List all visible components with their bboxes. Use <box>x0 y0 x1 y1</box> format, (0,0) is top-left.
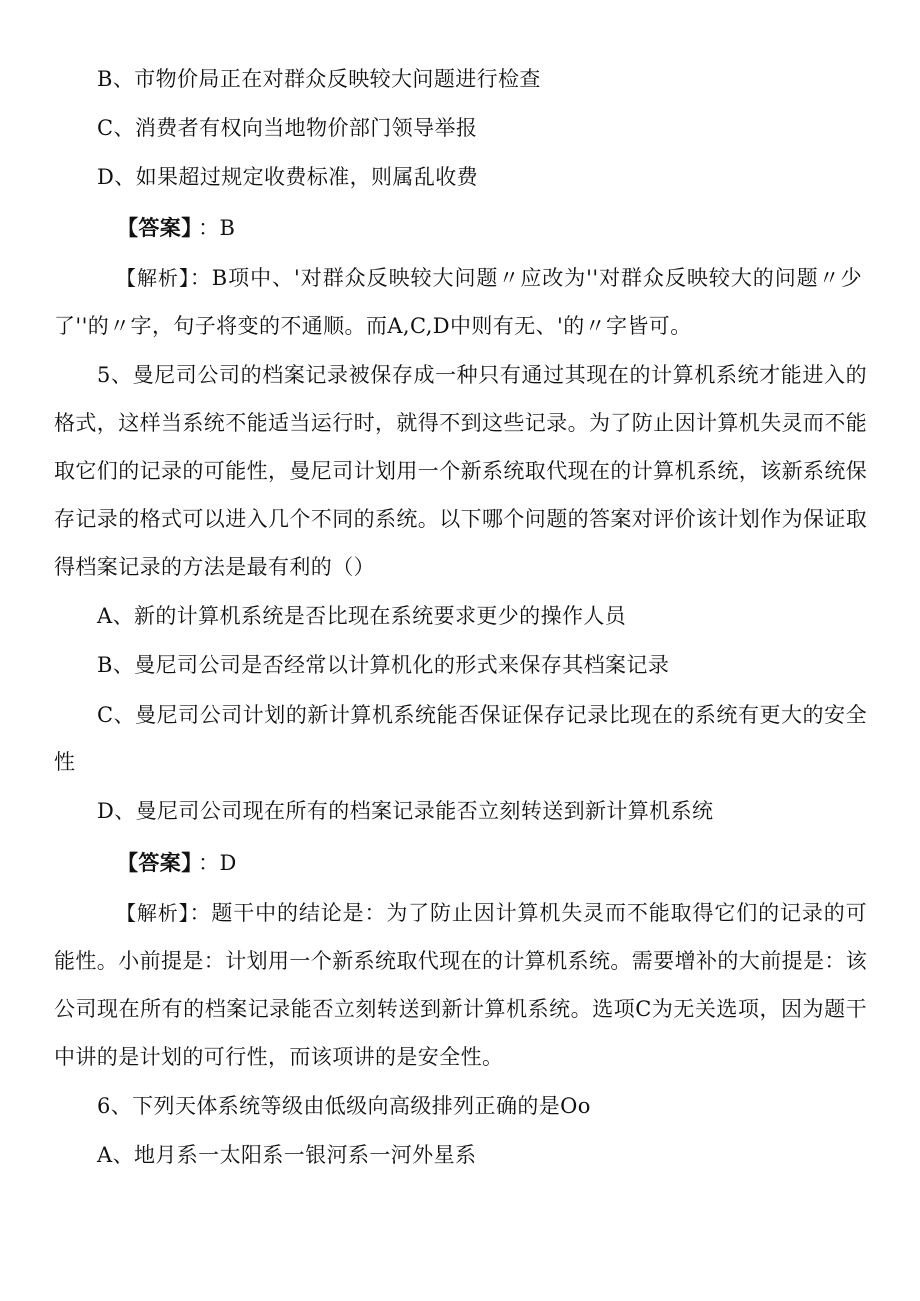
q5-analysis-label: 【解析】 <box>116 901 190 925</box>
q5-analysis-line-4: 中讲的是计划的可行性，而该项讲的是安全性。 <box>54 1045 504 1069</box>
q5-answer-value: ：D <box>198 851 237 875</box>
q4-answer-label: 【答案】 <box>117 216 193 240</box>
q5-answer <box>117 848 237 878</box>
q4-option-c: C、消费者有权向当地物价部门领导举报 <box>97 116 478 140</box>
q5-stem-line-3: 取它们的记录的可能性，曼尼司计划用一个新系统取代现在的计算机系统，该新系统保 <box>54 459 868 483</box>
q5-stem-line-2: 格式，这样当系统不能适当运行时，就得不到这些记录。为了防止因计算机失灵而不能 <box>54 411 868 435</box>
q4-analysis-text-1: ：B项中、'对群众反映较大问题〃应改为''对群众反映较大的问题〃少 <box>189 266 862 290</box>
q4-analysis-line-2: 了''的〃字，句子将变的不通顺。而A,C,D中则有无、'的〃字皆可。 <box>54 314 692 338</box>
q5-analysis-line-2: 能性。小前提是：计划用一个新系统取代现在的计算机系统。需要增补的大前提是：该 <box>54 949 868 973</box>
q6-stem: 6、下列天体系统等级由低级向高级排列正确的是Oo <box>97 1094 591 1118</box>
q5-option-d: D、曼尼司公司现在所有的档案记录能否立刻转送到新计算机系统 <box>97 799 714 823</box>
q5-stem-line-5: 得档案记录的方法是最有利的（） <box>54 555 375 579</box>
q5-stem-line-4: 存记录的格式可以进入几个不同的系统。以下哪个问题的答案对评价该计划作为保证取 <box>54 507 868 531</box>
q5-analysis-line-3: 公司现在所有的档案记录能否立刻转送到新计算机系统。选项C为无关选项，因为题干 <box>54 997 867 1021</box>
q5-analysis-text-1: ：题干中的结论是：为了防止因计算机失灵而不能取得它们的记录的可 <box>189 901 867 925</box>
q5-stem-line-1: 5、曼尼司公司的档案记录被保存成一种只有通过其现在的计算机系统才能进入的 <box>97 363 867 387</box>
q4-option-d: D、如果超过规定收费标准，则属乱收费 <box>97 165 479 189</box>
q4-answer <box>117 213 235 243</box>
q5-option-b: B、曼尼司公司是否经常以计算机化的形式来保存其档案记录 <box>97 653 670 677</box>
q5-option-a: A、新的计算机系统是否比现在系统要求更少的操作人员 <box>97 604 627 628</box>
q6-option-a: A、地月系一太阳系一银河系一河外星系 <box>97 1143 477 1167</box>
q5-analysis-line-1 <box>116 898 867 928</box>
q5-option-c-line-1: C、曼尼司公司计划的新计算机系统能否保证保存记录比现在的系统有更大的安全 <box>97 703 867 727</box>
q5-option-c-line-2: 性 <box>54 750 76 774</box>
q4-analysis-line-1 <box>116 263 862 293</box>
q5-answer-label: 【答案】 <box>117 851 193 875</box>
q4-option-b: B、市物价局正在对群众反映较大问题进行检查 <box>97 67 541 91</box>
q4-analysis-label: 【解析】 <box>116 266 190 290</box>
q4-answer-value: ：B <box>198 216 236 240</box>
